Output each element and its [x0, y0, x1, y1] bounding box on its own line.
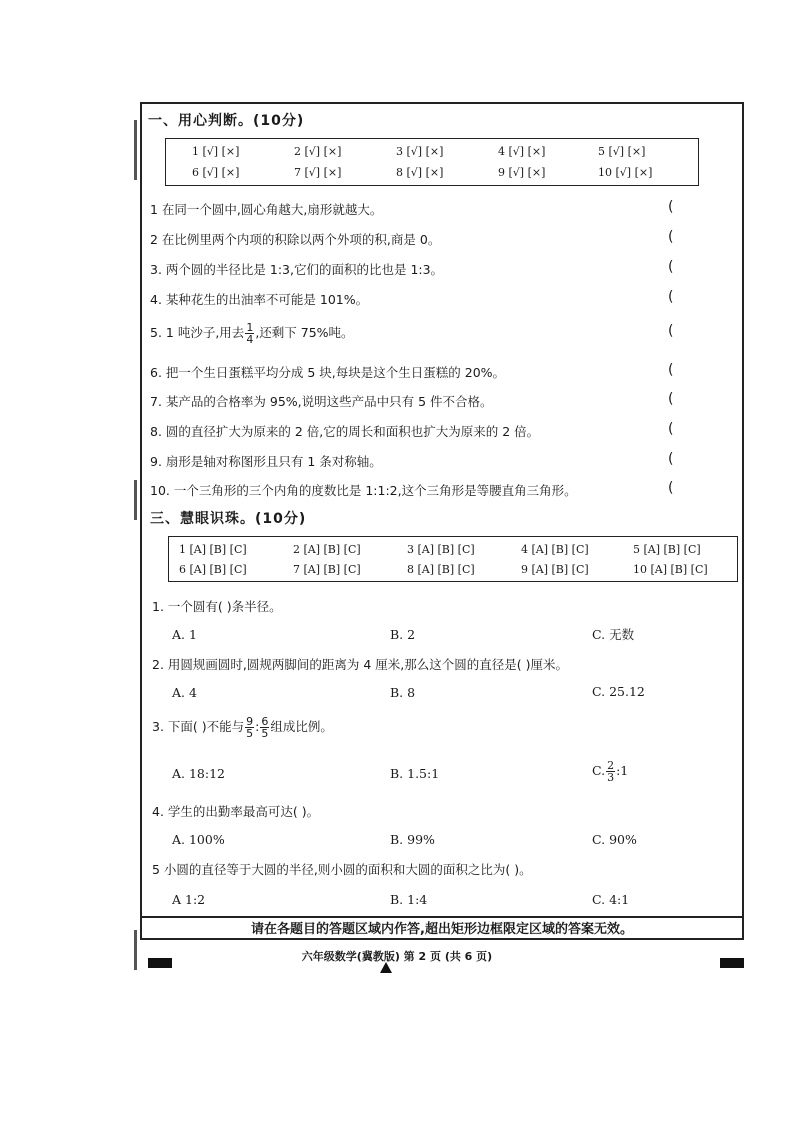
section-title: 三、慧眼识珠。(10分) — [150, 511, 307, 527]
option-b[interactable]: B. 1.5:1 — [390, 766, 440, 781]
option-a[interactable]: A. 1 — [172, 627, 197, 642]
answer-paren[interactable]: ( — [668, 421, 674, 437]
option-c[interactable]: C. 4:1 — [592, 892, 630, 907]
answer-cell[interactable]: 1 [A] [B] [C] — [179, 543, 247, 556]
answer-grid-judge — [165, 138, 699, 186]
answer-paren[interactable]: ( — [668, 323, 674, 339]
answer-cell[interactable]: 3 [√] [×] — [396, 145, 444, 158]
answer-cell[interactable]: 4 [A] [B] [C] — [521, 543, 589, 556]
answer-paren[interactable]: ( — [668, 199, 674, 215]
answer-cell[interactable]: 7 [A] [B] [C] — [293, 563, 361, 576]
answer-cell[interactable]: 7 [√] [×] — [294, 166, 342, 179]
option-c[interactable]: C. 90% — [592, 832, 637, 847]
page-footer: 六年级数学(冀教版) 第 2 页 (共 6 页) — [301, 950, 493, 963]
option-b[interactable]: B. 99% — [390, 832, 435, 847]
fraction-numerator: 2 — [607, 759, 615, 772]
choice-question: 2. 用圆规画圆时,圆规两脚间的距离为 4 厘米,那么这个圆的直径是( )厘米。 — [152, 657, 568, 672]
option-label: C. — [592, 763, 606, 778]
answer-paren[interactable]: ( — [668, 480, 674, 496]
answer-cell[interactable]: 3 [A] [B] [C] — [407, 543, 475, 556]
answer-cell[interactable]: 10 [√] [×] — [598, 166, 653, 179]
answer-region-notice: 请在各题目的答题区域内作答,超出矩形边框限定区域的答案无效。 — [140, 916, 744, 942]
judge-question: 10. 一个三角形的三个内角的度数比是 1:1:2,这个三角形是等腰直角三角形。 — [150, 483, 577, 498]
option-a[interactable]: A. 100% — [172, 832, 225, 847]
alignment-mark-left — [148, 958, 172, 968]
judge-question: 6. 把一个生日蛋糕平均分成 5 块,每块是这个生日蛋糕的 20%。 — [150, 365, 506, 380]
answer-paren[interactable]: ( — [668, 362, 674, 378]
question-text: ,还剩下 75%吨。 — [255, 325, 354, 340]
choice-question-3 — [152, 716, 333, 739]
answer-cell[interactable]: 8 [√] [×] — [396, 166, 444, 179]
judge-question: 3. 两个圆的半径比是 1:3,它们的面积的比也是 1:3。 — [150, 262, 444, 277]
fraction-denominator: 5 — [246, 727, 254, 740]
answer-cell[interactable]: 10 [A] [B] [C] — [633, 563, 708, 576]
option-b[interactable]: B. 8 — [390, 685, 416, 700]
option-text: :1 — [616, 763, 629, 778]
fraction-denominator: 4 — [246, 333, 254, 346]
answer-cell[interactable]: 9 [√] [×] — [498, 166, 546, 179]
question-text: 组成比例。 — [270, 719, 333, 734]
option-a[interactable]: A. 18:12 — [172, 766, 225, 781]
fraction-denominator: 5 — [261, 727, 269, 740]
option-c[interactable] — [592, 760, 628, 783]
judge-question-5 — [150, 322, 354, 345]
answer-paren[interactable]: ( — [668, 391, 674, 407]
judge-question: 4. 某种花生的出油率不可能是 101%。 — [150, 292, 369, 307]
answer-grid-choice — [168, 536, 738, 582]
choice-question: 5 小圆的直径等于大圆的半径,则小圆的面积和大圆的面积之比为( )。 — [152, 862, 532, 877]
option-c[interactable]: C. 25.12 — [592, 684, 645, 699]
option-a[interactable]: A 1:2 — [172, 892, 206, 907]
option-b[interactable]: B. 2 — [390, 627, 416, 642]
fraction-denominator: 3 — [607, 771, 615, 784]
answer-cell[interactable]: 9 [A] [B] [C] — [521, 563, 589, 576]
alignment-mark-right — [720, 958, 744, 968]
choice-question: 4. 学生的出勤率最高可达( )。 — [152, 804, 320, 819]
answer-cell[interactable]: 4 [√] [×] — [498, 145, 546, 158]
answer-cell[interactable]: 5 [√] [×] — [598, 145, 646, 158]
ratio-colon: : — [255, 719, 260, 734]
answer-cell[interactable]: 6 [√] [×] — [192, 166, 240, 179]
judge-question: 7. 某产品的合格率为 95%,说明这些产品中只有 5 件不合格。 — [150, 394, 493, 409]
option-a[interactable]: A. 4 — [172, 685, 197, 700]
answer-paren[interactable]: ( — [668, 259, 674, 275]
section-title: 一、用心判断。(10分) — [148, 113, 305, 129]
question-text: 3. 下面( )不能与 — [152, 719, 245, 734]
fraction — [260, 716, 269, 739]
answer-cell[interactable]: 8 [A] [B] [C] — [407, 563, 475, 576]
option-b[interactable]: B. 1:4 — [390, 892, 428, 907]
answer-paren[interactable]: ( — [668, 451, 674, 467]
question-text: 5. 1 吨沙子,用去 — [150, 325, 245, 340]
answer-cell[interactable]: 1 [√] [×] — [192, 145, 240, 158]
choice-question: 1. 一个圆有( )条半径。 — [152, 599, 282, 614]
fraction — [245, 716, 254, 739]
fraction-numerator: 6 — [261, 715, 269, 728]
answer-paren[interactable]: ( — [668, 289, 674, 305]
fraction — [606, 760, 615, 783]
answer-cell[interactable]: 6 [A] [B] [C] — [179, 563, 247, 576]
judge-question: 1 在同一个圆中,圆心角越大,扇形就越大。 — [150, 202, 383, 217]
fraction — [245, 322, 254, 345]
judge-question: 2 在比例里两个内项的积除以两个外项的积,商是 0。 — [150, 232, 441, 247]
option-c[interactable]: C. 无数 — [592, 627, 635, 642]
answer-cell[interactable]: 2 [√] [×] — [294, 145, 342, 158]
answer-paren[interactable]: ( — [668, 229, 674, 245]
scan-edge-mark — [134, 120, 137, 180]
judge-question: 8. 圆的直径扩大为原来的 2 倍,它的周长和面积也扩大为原来的 2 倍。 — [150, 424, 540, 439]
scan-edge-mark — [134, 480, 137, 520]
fraction-numerator: 9 — [246, 715, 254, 728]
triangle-marker-icon — [380, 962, 392, 973]
judge-question: 9. 扇形是轴对称图形且只有 1 条对称轴。 — [150, 454, 382, 469]
fraction-numerator: 1 — [246, 321, 254, 334]
answer-cell[interactable]: 5 [A] [B] [C] — [633, 543, 701, 556]
answer-cell[interactable]: 2 [A] [B] [C] — [293, 543, 361, 556]
